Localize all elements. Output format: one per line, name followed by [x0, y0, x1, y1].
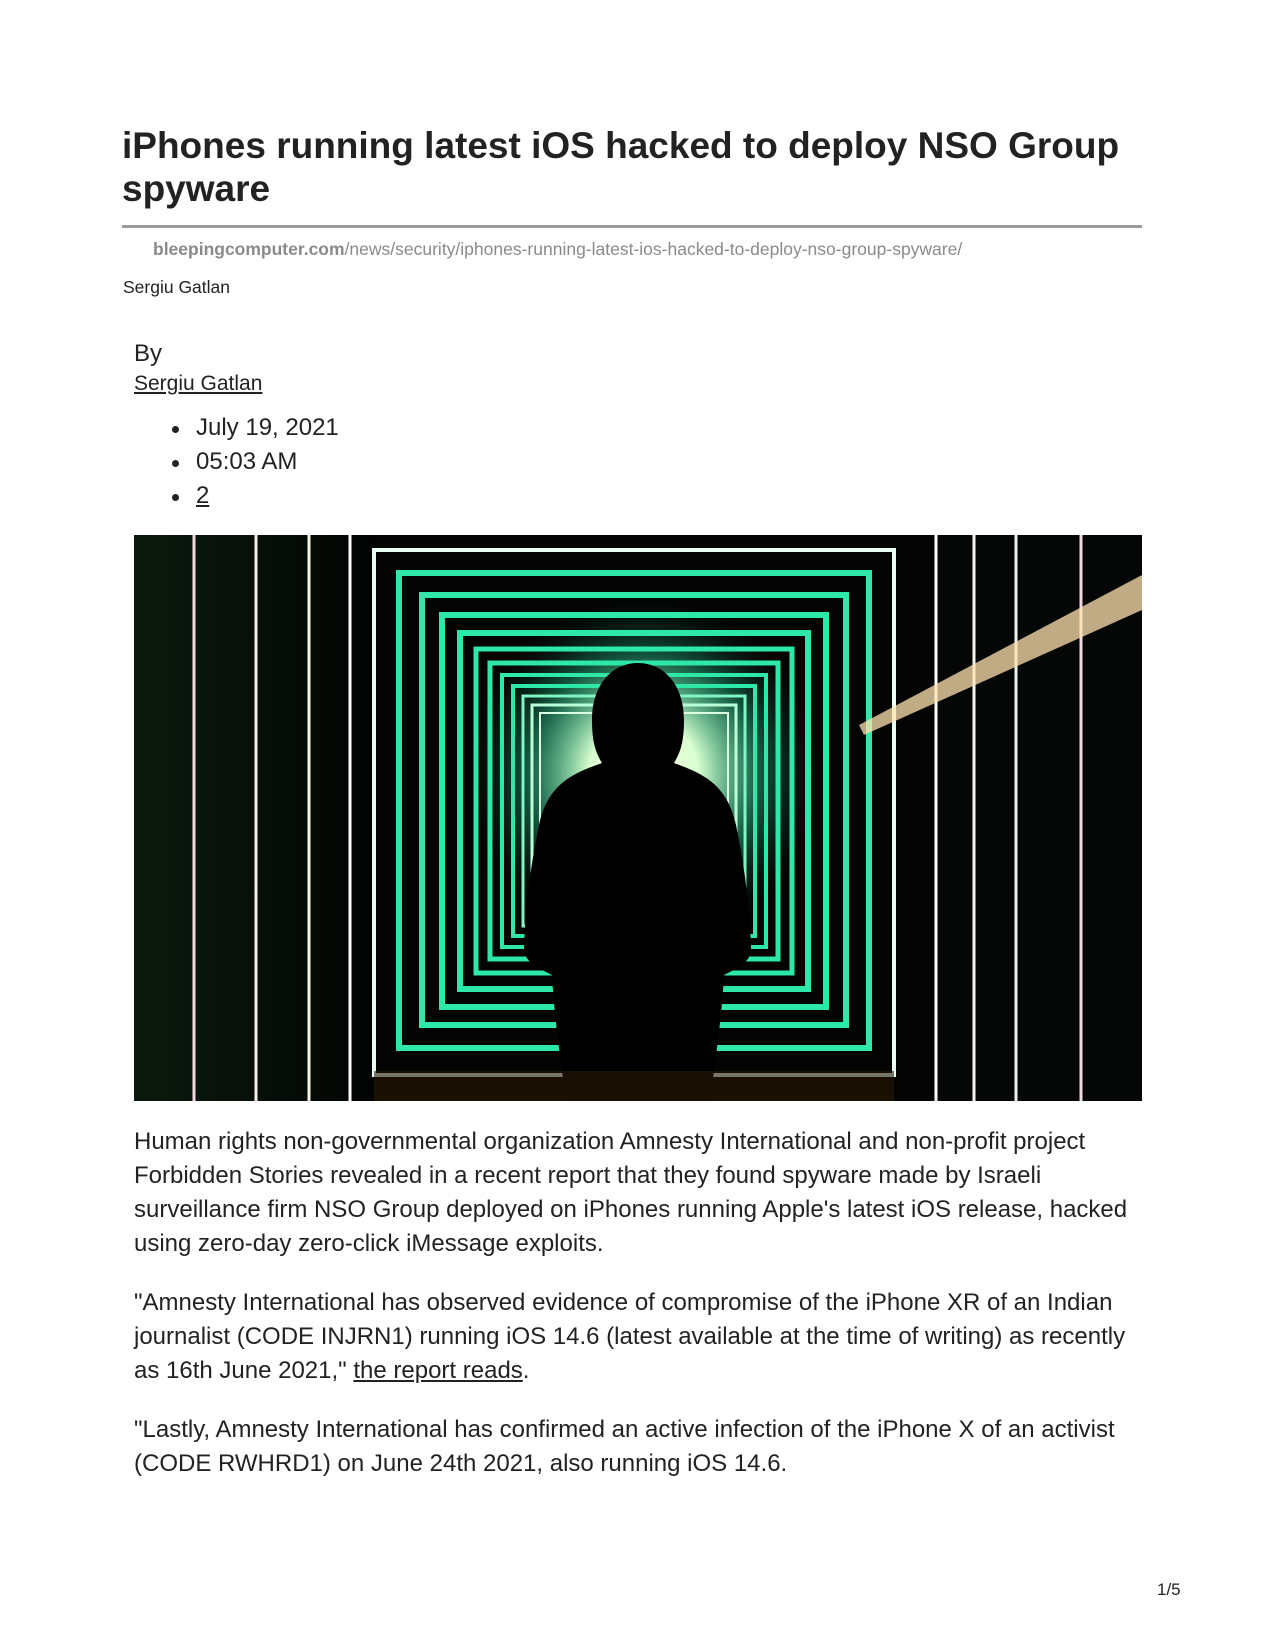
comments-count-link[interactable]: 2 — [196, 482, 210, 509]
floor-glow — [374, 1071, 894, 1101]
source-url — [153, 239, 962, 260]
hero-image — [134, 535, 1142, 1101]
title-divider — [122, 225, 1142, 228]
article-meta-list — [172, 411, 339, 513]
article-title: iPhones running latest iOS hacked to deploy NSO Group spyware — [122, 125, 1120, 209]
author-link[interactable]: Sergiu Gatlan — [134, 372, 263, 395]
page-number: 1/5 — [1157, 1580, 1181, 1599]
publish-time: 05:03 AM — [196, 448, 298, 475]
meta-date — [172, 411, 339, 445]
paragraph-2-end: . — [522, 1357, 530, 1384]
source-path: /news/security/iphones-running-latest-ios-hacked-to-deploy-nso-group-spyware/ — [344, 239, 963, 259]
left-wall — [134, 535, 374, 1101]
report-link[interactable]: the report reads — [353, 1357, 523, 1384]
neon-tunnel-illustration — [134, 535, 1142, 1101]
meta-time — [172, 445, 339, 479]
meta-comments — [172, 479, 339, 513]
by-label: By — [134, 340, 163, 367]
author-byline: Sergiu Gatlan — [123, 277, 231, 297]
paragraph-2 — [134, 1286, 1146, 1388]
paragraph-2-text: "Amnesty International has observed evidence of compromise of the iPhone XR of an Indian journalist (CODE INJRN1) running iOS 14.6 (latest available at the time of writing) as recently as 16th June 2021," — [134, 1289, 1126, 1384]
paragraph-3: "Lastly, Amnesty International has confirmed an active infection of the iPhone X of an activist (CODE RWHRD1) on June 24th 2021, also running iOS 14.6. — [134, 1416, 1115, 1477]
source-domain: bleepingcomputer.com — [153, 239, 345, 259]
publish-date: July 19, 2021 — [196, 414, 339, 441]
paragraph-1: Human rights non-governmental organization Amnesty International and non-profit project Forbidden Stories revealed in a recent report that they found spyware made by Israeli surveillance firm NSO Group deployed on iPhones running Apple's latest iOS release, hacked using zero-day zero-click iMessage exploits. — [134, 1128, 1128, 1257]
